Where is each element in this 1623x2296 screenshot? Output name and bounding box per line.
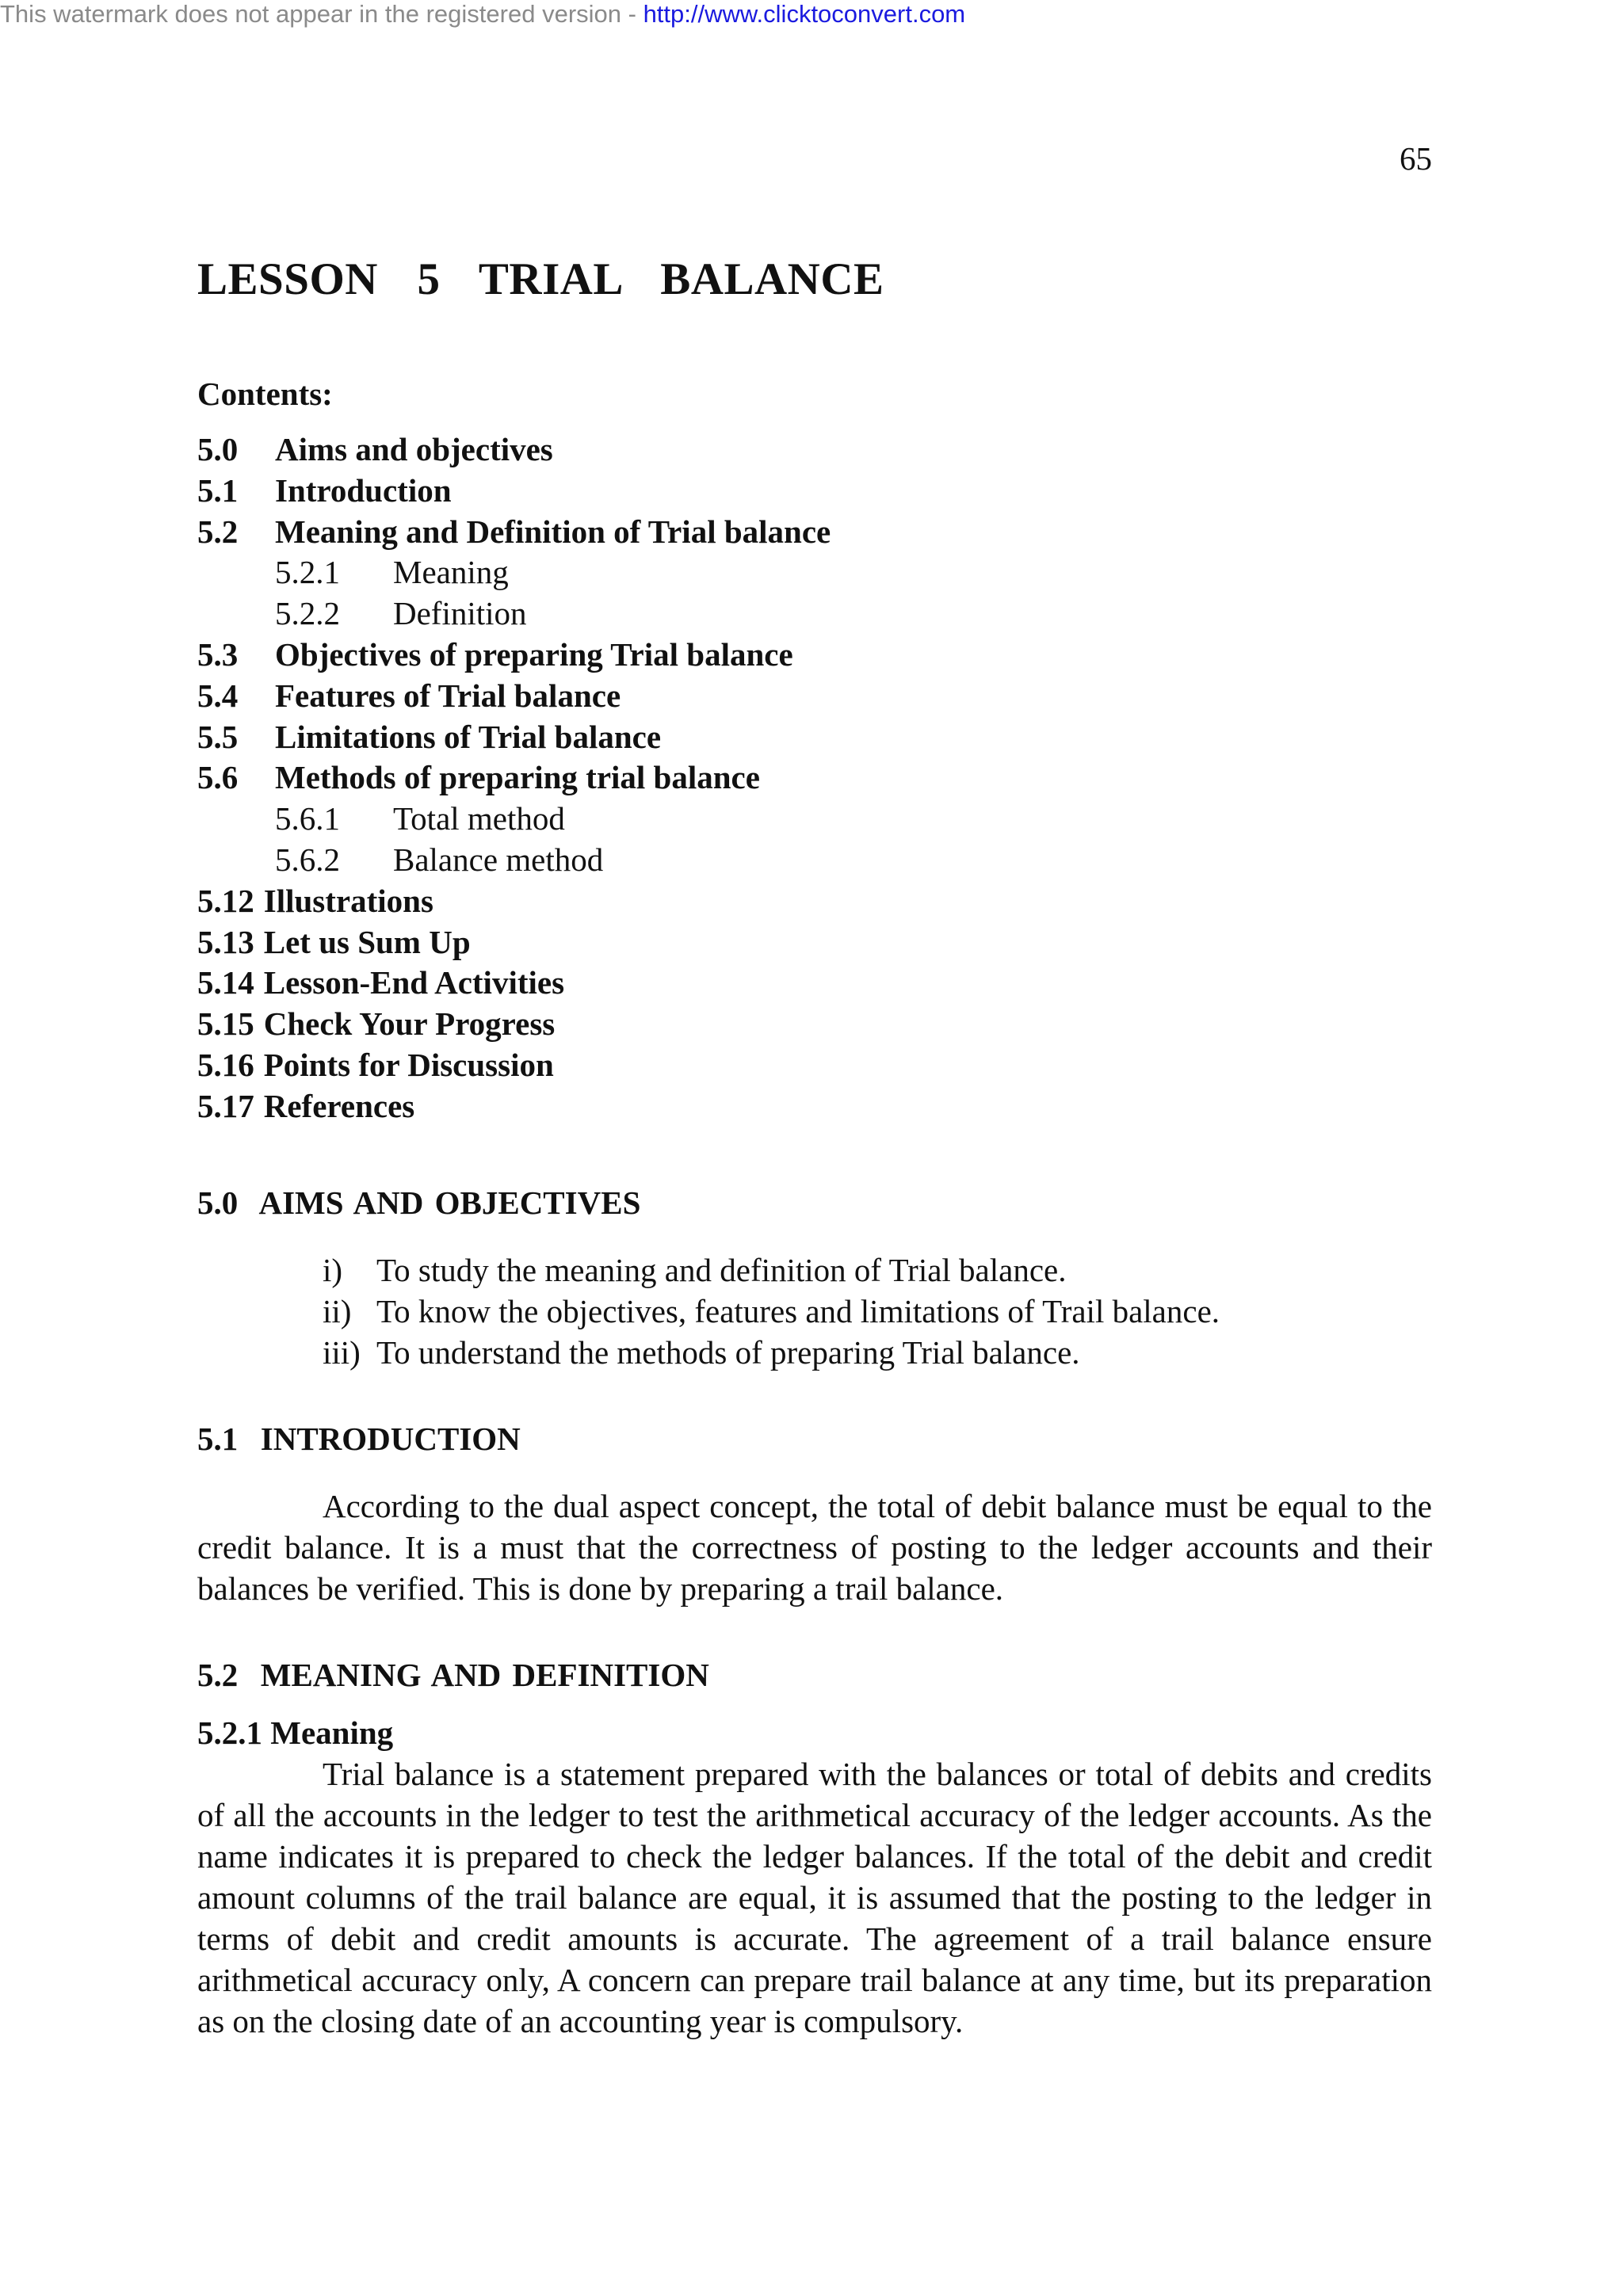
watermark-text: This watermark does not appear in the registered version - bbox=[0, 0, 643, 28]
meaning-definition-heading: 5.2 MEANING AND DEFINITION bbox=[197, 1656, 709, 1693]
toc-item-number: 5.3 bbox=[197, 635, 239, 673]
aim-item-text: To know the objectives, features and limitations of Trail balance. bbox=[376, 1292, 1220, 1329]
toc-item-label: References bbox=[263, 1087, 415, 1124]
toc-subitem bbox=[197, 799, 1432, 840]
watermark bbox=[0, 0, 965, 29]
toc-item-number: 5.1 bbox=[197, 471, 239, 509]
introduction-paragraph: According to the dual aspect concept, the total of debit balance must be equal to the credit balance. It is a must that the correctness of posting to the ledger accounts and their balances be verified. This is done by preparing a trail balance. bbox=[197, 1487, 1432, 1607]
toc-item bbox=[197, 963, 1432, 1004]
toc-item-number: 5.6.2 bbox=[275, 841, 340, 878]
aim-item-text: To understand the methods of preparing Trial balance. bbox=[376, 1333, 1080, 1371]
toc-item-label: Illustrations bbox=[263, 882, 433, 919]
toc-item-number: 5.4 bbox=[197, 677, 239, 714]
toc-item-label: Aims and objectives bbox=[275, 431, 553, 467]
toc-item-number: 5.17 bbox=[197, 1087, 254, 1124]
watermark-link[interactable]: http://www.clicktoconvert.com bbox=[643, 0, 966, 28]
toc-item-number: 5.5 bbox=[197, 718, 239, 755]
toc-subitem bbox=[197, 593, 1432, 635]
aim-item bbox=[323, 1332, 1432, 1373]
toc-item bbox=[197, 1045, 1432, 1086]
toc-item-number: 5.16 bbox=[197, 1046, 254, 1083]
toc-item-label: Lesson-End Activities bbox=[263, 964, 565, 1001]
toc-item-label: Objectives of preparing Trial balance bbox=[275, 635, 793, 673]
toc-item-label: Definition bbox=[393, 595, 527, 632]
toc-item bbox=[197, 922, 1432, 963]
toc-item-label: Points for Discussion bbox=[263, 1046, 554, 1083]
toc-item-number: 5.2.1 bbox=[275, 554, 340, 591]
aims-heading: 5.0 AIMS AND OBJECTIVES bbox=[197, 1184, 641, 1221]
toc-item-number: 5.12 bbox=[197, 882, 254, 919]
toc-item-label: Meaning bbox=[393, 554, 509, 591]
toc-item-number: 5.2.2 bbox=[275, 595, 340, 632]
toc-item-number: 5.6 bbox=[197, 759, 239, 796]
toc-item-number: 5.0 bbox=[197, 431, 239, 467]
lesson-title: LESSON 5 TRIAL BALANCE bbox=[197, 254, 884, 304]
toc-item bbox=[197, 1086, 1432, 1127]
aim-item-text: To study the meaning and definition of Trial balance. bbox=[376, 1251, 1067, 1288]
aim-item-numeral: iii) bbox=[323, 1333, 361, 1371]
toc-item-number: 5.2 bbox=[197, 513, 239, 550]
page-content bbox=[197, 252, 1432, 2088]
toc-subitem bbox=[197, 552, 1432, 593]
toc-item-label: Let us Sum Up bbox=[263, 923, 471, 960]
toc-item-label: Limitations of Trial balance bbox=[275, 718, 662, 755]
toc-item-label: Meaning and Definition of Trial balance bbox=[275, 513, 831, 550]
toc-item-label: Methods of preparing trial balance bbox=[275, 759, 760, 796]
aim-item-numeral: ii) bbox=[323, 1292, 352, 1329]
toc-item bbox=[197, 512, 1432, 553]
toc-item-label: Balance method bbox=[393, 841, 604, 878]
toc-item bbox=[197, 881, 1432, 922]
toc-item bbox=[197, 429, 1432, 471]
toc-item bbox=[197, 471, 1432, 512]
toc-item-label: Total method bbox=[393, 800, 565, 837]
toc-item-number: 5.15 bbox=[197, 1005, 254, 1043]
toc-item-number: 5.13 bbox=[197, 923, 254, 960]
toc-item-label: Check Your Progress bbox=[263, 1005, 556, 1043]
toc-item-label: Introduction bbox=[275, 471, 452, 509]
aim-item-numeral: i) bbox=[323, 1251, 343, 1288]
introduction-heading: 5.1 INTRODUCTION bbox=[197, 1420, 521, 1457]
toc-item-label: Features of Trial balance bbox=[275, 677, 621, 714]
aim-item bbox=[323, 1291, 1432, 1332]
table-of-contents bbox=[197, 429, 1432, 1127]
toc-item-number: 5.14 bbox=[197, 964, 254, 1001]
contents-heading: Contents: bbox=[197, 376, 333, 412]
toc-subitem bbox=[197, 840, 1432, 881]
page-number: 65 bbox=[1400, 140, 1432, 177]
toc-item bbox=[197, 717, 1432, 758]
toc-item bbox=[197, 757, 1432, 799]
toc-item-number: 5.6.1 bbox=[275, 800, 340, 837]
meaning-subheading: 5.2.1 Meaning bbox=[197, 1714, 394, 1751]
toc-item bbox=[197, 635, 1432, 676]
meaning-paragraph: Trial balance is a statement prepared with the balances or total of debits and credits of all the accounts in the ledger to test the arithmetical accuracy of the ledger accounts. As the name indicates it is prepared to check the ledger balances. If the total of the debit and credit amount columns of the trail balance are equal, it is assumed that the posting to the ledger in terms of debit and credit amounts is accurate. The agreement of a trail balance ensure arithmetical accuracy only, A concern can prepare trail balance at any time, but its preparation as on the closing date of an accounting year is compulsory. bbox=[197, 1755, 1432, 2039]
toc-item bbox=[197, 1004, 1432, 1045]
aims-list bbox=[197, 1249, 1432, 1373]
aim-item bbox=[323, 1249, 1432, 1291]
toc-item bbox=[197, 676, 1432, 717]
